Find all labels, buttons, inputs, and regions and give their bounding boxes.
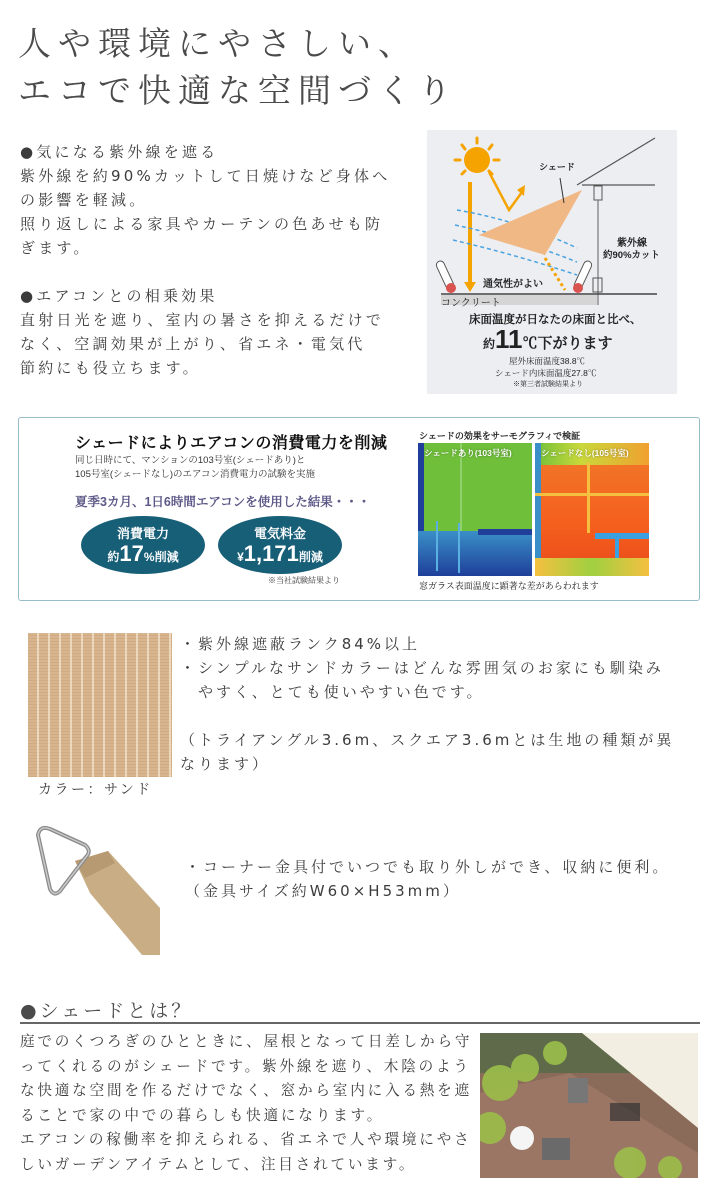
about-line: しいガーデンアイテムとして、注目されています。 <box>20 1155 417 1173</box>
badge-title: 電気料金 <box>253 526 306 541</box>
feature-line: （金具サイズ約W60×H53mm） <box>185 882 461 900</box>
ground-label: コンクリート <box>441 298 501 309</box>
feature-line: ・紫外線遮蔽ランク84%以上 <box>180 635 421 653</box>
aircon-text-line: なく、空調効果が上がり、省エネ・電気代 <box>20 335 366 353</box>
uv-label-1: 紫外線 <box>617 238 647 249</box>
badge-value: 約17%削減 <box>107 541 179 566</box>
power-box-subtitle <box>75 454 315 482</box>
feature-line: やすく、とても使いやすい色です。 <box>180 683 485 701</box>
uv-text-line: の影響を軽減。 <box>20 191 148 209</box>
subtitle-line-1: 同じ日時にて、マンションの103号室(シェードあり)と <box>75 455 306 466</box>
intro-features <box>20 140 400 380</box>
garden-shade-photo <box>480 1033 698 1178</box>
aircon-heading: ●エアコンとの相乗効果 <box>20 287 218 305</box>
diagram-note: ※第三者試験結果より <box>513 381 583 388</box>
color-label: カラー：サンド <box>38 782 153 798</box>
hardware-features <box>185 855 670 903</box>
badge-title: 消費電力 <box>116 526 169 541</box>
thermometer-icon <box>435 260 456 293</box>
headline-line-2: エコで快適な空間づくり <box>18 71 458 110</box>
about-line: エアコンの稼働率を抑えられる、省エネで人や環境にやさ <box>20 1131 472 1148</box>
about-line: ることで家の中での暮らしも快適になります。 <box>20 1106 385 1124</box>
shade-temp: シェード内床面温度27.8℃ <box>495 368 597 378</box>
outdoor-temp: 屋外床面温度38.8℃ <box>509 356 586 366</box>
about-divider <box>20 1022 700 1024</box>
shade-label: シェード <box>539 162 575 172</box>
feature-line: （トライアングル3.6m、スクエア3.6mとは生地の種類が異 <box>180 731 675 749</box>
feature-line: ・シンプルなサンドカラーはどんな雰囲気のお家にも馴染み <box>180 659 664 677</box>
uv-text-line: 紫外線を約90%カットして日焼けなど身体へ <box>20 167 391 185</box>
thermography-without-shade <box>535 443 649 576</box>
page-headline <box>18 20 458 114</box>
uv-text-line: 照り返しによる家具やカーテンの色あせも防 <box>20 215 384 233</box>
uv-text-line: ぎます。 <box>20 239 92 257</box>
thermo-with-label: シェードあり(103号室) <box>424 448 512 458</box>
thermography-caption: 窓ガラス表面温度に顕著な差があらわれます <box>419 581 599 591</box>
about-line: ってくれるのがシェードです。紫外線を遮り、木陰のよう <box>20 1057 471 1075</box>
uv-label-2: 約90%カット <box>603 250 660 261</box>
result-intro: 夏季3カ月、1日6時間エアコンを使用した結果・・・ <box>75 495 371 509</box>
power-box-note: ※当社試験結果より <box>268 576 340 585</box>
thermography-title: シェードの効果をサーモグラフィで検証 <box>419 431 581 441</box>
sun-icon <box>455 138 499 174</box>
power-consumption-badge <box>81 516 205 574</box>
sand-color-swatch <box>28 633 172 777</box>
result-suffix: ℃下がります <box>522 335 613 352</box>
power-box-title: シェードによりエアコンの消費電力を削減 <box>75 435 388 452</box>
badge-value: ¥1,171削減 <box>237 541 323 566</box>
result-number: 11 <box>495 324 523 354</box>
about-text <box>20 1030 475 1177</box>
about-line: な快適な空間を作るだけでなく、窓から室内に入る熱を遮 <box>20 1082 472 1099</box>
about-line: 庭でのくつろぎのひとときに、屋根となって日差しから守 <box>20 1033 473 1050</box>
aircon-text-line: 直射日光を遮り、室内の暑さを抑えるだけで <box>20 311 385 329</box>
subtitle-line-2: 105号室(シェードなし)のエアコン消費電力の試験を実施 <box>75 469 316 480</box>
uv-heading: ●気になる紫外線を遮る <box>20 143 219 161</box>
electricity-cost-badge <box>218 516 342 574</box>
thermo-without-label: シェードなし(105号室) <box>541 448 629 458</box>
feature-line: なります） <box>180 755 271 773</box>
thermography-with-shade <box>418 443 532 576</box>
aircon-text-line: 節約にも役立ちます。 <box>20 359 201 377</box>
result-prefix: 約 <box>483 337 496 351</box>
ventilation-label: 通気性がよい <box>483 279 543 290</box>
color-features <box>180 632 674 776</box>
feature-line: ・コーナー金具付でいつでも取り外しができ、収納に便利。 <box>185 858 671 876</box>
compare-line: 床面温度が日なたの床面と比べ、 <box>469 314 642 326</box>
about-heading: ●シェードとは？ <box>20 1000 194 1022</box>
uv-cut-diagram <box>427 130 677 394</box>
headline-line-1: 人や環境にやさしい、 <box>18 24 418 63</box>
thermometer-icon <box>573 260 593 293</box>
result-line <box>483 324 613 355</box>
corner-hardware-image <box>30 823 160 955</box>
power-reduction-box <box>18 417 700 601</box>
